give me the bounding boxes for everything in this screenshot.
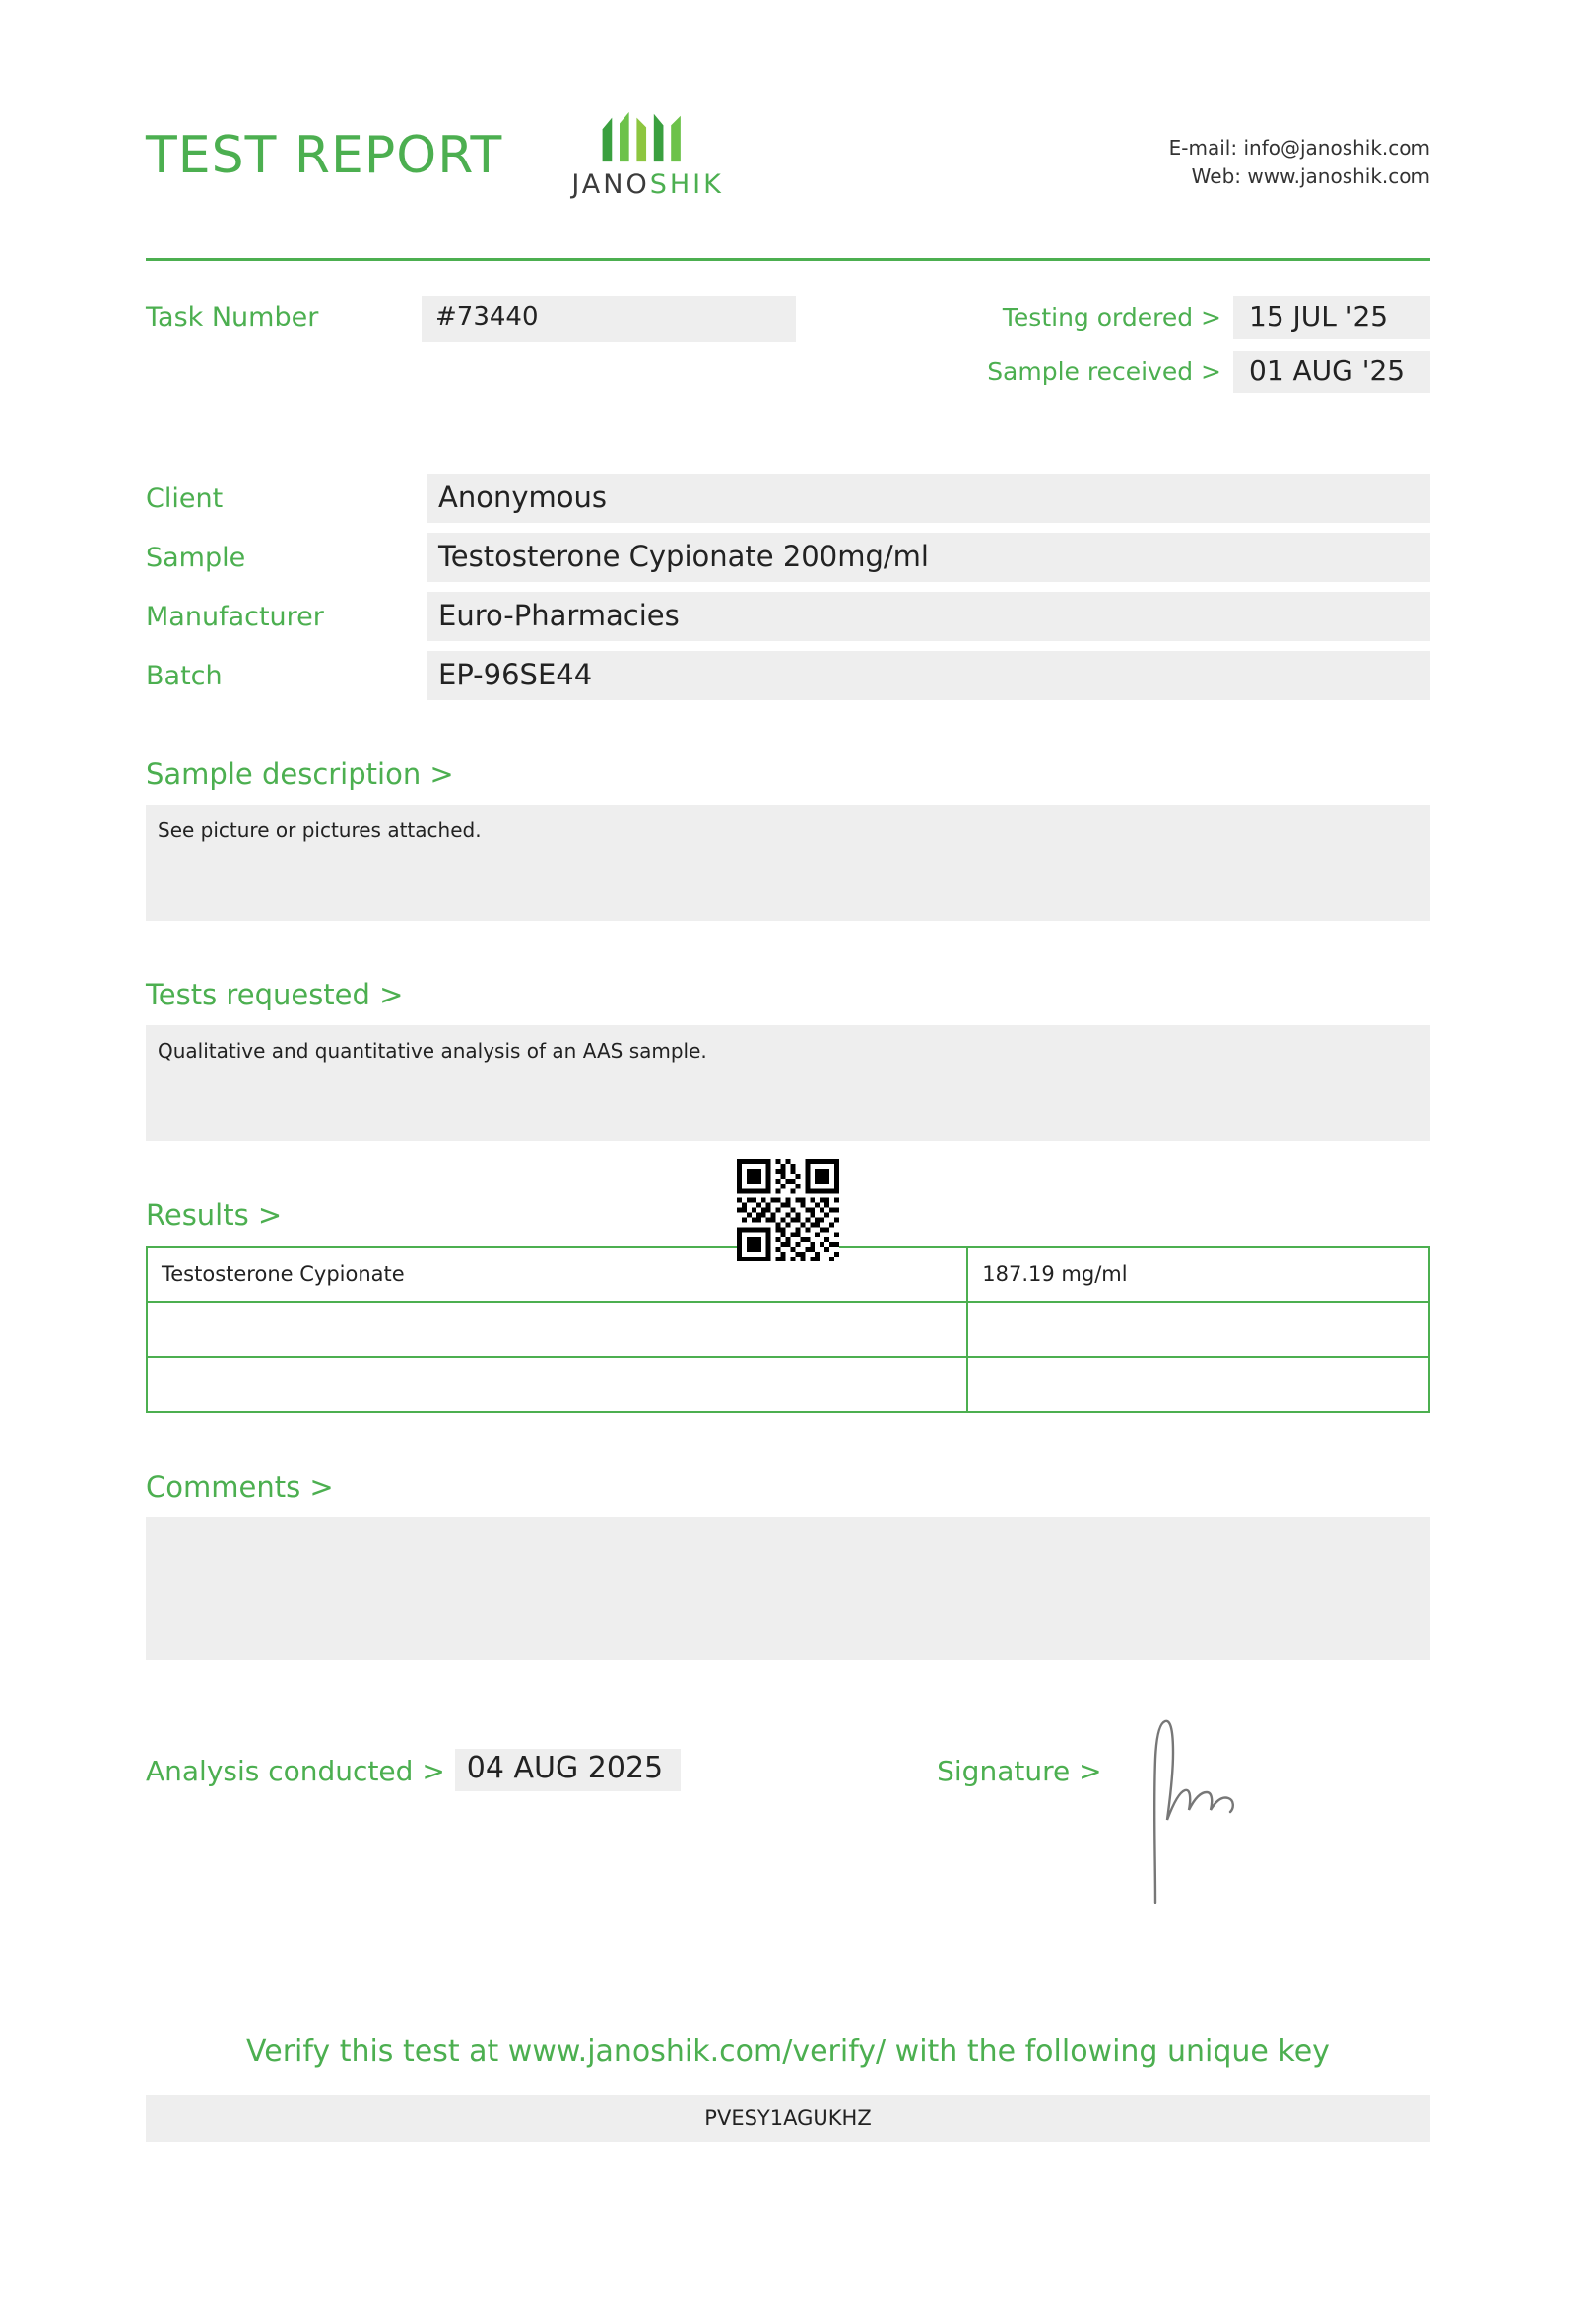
manufacturer-value: Euro-Pharmacies — [427, 592, 1430, 641]
batch-value: EP-96SE44 — [427, 651, 1430, 700]
janoshik-logo — [532, 108, 724, 200]
testing-ordered-label: Testing ordered > — [1002, 303, 1221, 332]
client-value: Anonymous — [427, 474, 1430, 523]
verify-text: Verify this test at www.janoshik.com/verify/ with the following unique key — [246, 2034, 1330, 2069]
task-row — [146, 296, 1430, 405]
results-table — [146, 1246, 1430, 1413]
result-compound: Testosterone Cypionate — [147, 1247, 967, 1302]
testing-ordered-row — [987, 296, 1430, 339]
batch-label: Batch — [146, 660, 223, 691]
manufacturer-label: Manufacturer — [146, 601, 324, 632]
tests-requested-heading: Tests requested > — [146, 978, 404, 1011]
testing-ordered-value: 15 JUL '25 — [1233, 296, 1430, 339]
client-label: Client — [146, 483, 224, 514]
sample-label: Sample — [146, 542, 246, 573]
table-row — [147, 1302, 1429, 1357]
signature-label: Signature > — [937, 1755, 1102, 1787]
result-amount — [967, 1357, 1429, 1412]
logo-word-dark: JANO — [571, 169, 650, 200]
results-heading: Results > — [146, 1198, 283, 1232]
info-row-batch — [146, 651, 1430, 700]
tests-requested-text: Qualitative and quantitative analysis of an AAS sample. — [146, 1025, 1430, 1141]
footer-row — [146, 1749, 1430, 1906]
sample-description-text: See picture or pictures attached. — [146, 805, 1430, 921]
qr-code-icon — [737, 1159, 839, 1261]
table-row — [147, 1357, 1429, 1412]
sample-value: Testosterone Cypionate 200mg/ml — [427, 533, 1430, 582]
signature-icon — [1122, 1710, 1260, 1906]
result-compound — [147, 1357, 967, 1412]
sample-info-block — [146, 474, 1430, 700]
results-heading-wrap — [146, 1198, 1430, 1232]
result-compound — [147, 1302, 967, 1357]
unique-key: PVESY1AGUKHZ — [146, 2095, 1430, 2142]
analysis-conducted-label: Analysis conducted > — [146, 1755, 445, 1787]
info-row-manufacturer — [146, 592, 1430, 641]
sample-received-label: Sample received > — [987, 357, 1221, 386]
task-number-value: #73440 — [422, 296, 796, 342]
logo-word-green: SHIK — [649, 169, 724, 200]
analysis-conducted-date: 04 AUG 2025 — [455, 1749, 681, 1791]
contact-info — [1169, 108, 1430, 191]
logo-wordmark — [571, 169, 724, 200]
info-row-sample — [146, 533, 1430, 582]
sample-received-value: 01 AUG '25 — [1233, 351, 1430, 393]
sample-description-heading: Sample description > — [146, 757, 454, 791]
header-divider — [146, 258, 1430, 261]
comments-text — [146, 1517, 1430, 1660]
dates-block — [987, 296, 1430, 405]
sample-received-row — [987, 351, 1430, 393]
report-header — [146, 0, 1430, 236]
info-row-client — [146, 474, 1430, 523]
contact-email: E-mail: info@janoshik.com — [1168, 136, 1430, 160]
result-amount: 187.19 mg/ml — [967, 1247, 1429, 1302]
mountain-logo-icon — [591, 108, 705, 165]
page-title: TEST REPORT — [146, 126, 503, 185]
contact-web: Web: www.janoshik.com — [1191, 164, 1430, 188]
task-number-label: Task Number — [146, 302, 319, 333]
result-amount — [967, 1302, 1429, 1357]
comments-heading: Comments > — [146, 1470, 334, 1504]
